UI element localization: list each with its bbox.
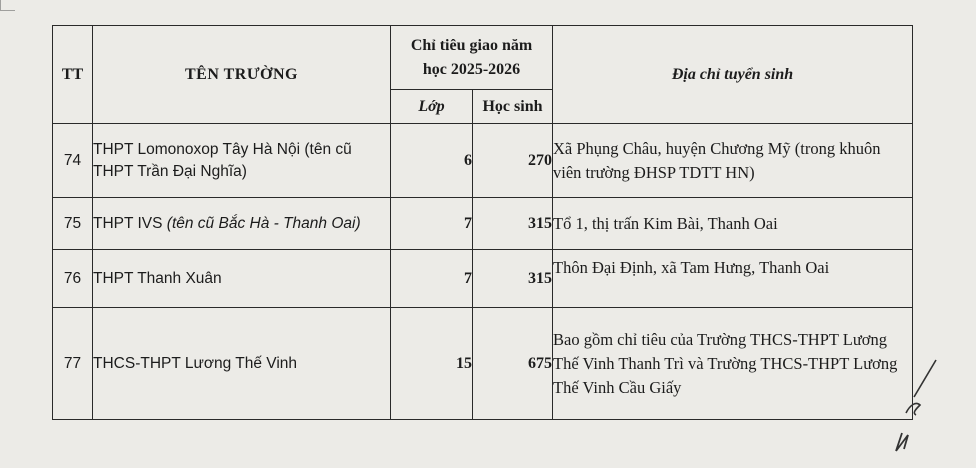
- header-school-name: TÊN TRƯỜNG: [93, 26, 391, 124]
- row-students: 315: [473, 250, 553, 308]
- initials-signature-mark: [886, 355, 946, 455]
- row-tt: 77: [53, 308, 93, 420]
- header-quota-line2: học 2025-2026: [422, 60, 521, 78]
- header-students: Học sinh: [473, 90, 553, 124]
- table-row: [53, 124, 913, 198]
- school-former-name: (tên cũ Bắc Hà - Thanh Oai): [166, 214, 361, 232]
- row-school-name: [93, 124, 391, 198]
- header-classes: Lớp: [391, 90, 473, 124]
- header-quota-line1: Chỉ tiêu giao năm: [410, 36, 533, 54]
- header-tt: TT: [53, 26, 93, 124]
- row-school-name: [93, 308, 391, 420]
- school-name-text: THPT IVS: [93, 214, 163, 232]
- school-name-text: THPT Thanh Xuân: [93, 269, 222, 287]
- row-address: Tổ 1, thị trấn Kim Bài, Thanh Oai: [553, 198, 913, 250]
- row-classes: 7: [391, 198, 473, 250]
- page-corner-mark: [0, 0, 15, 11]
- school-name-text: THCS-THPT Lương Thế Vinh: [93, 354, 298, 372]
- row-classes: 15: [391, 308, 473, 420]
- row-address: Thôn Đại Định, xã Tam Hưng, Thanh Oai: [553, 250, 913, 308]
- row-classes: 7: [391, 250, 473, 308]
- row-classes: 6: [391, 124, 473, 198]
- row-tt: 76: [53, 250, 93, 308]
- row-school-name: [93, 250, 391, 308]
- enrollment-quota-table: [52, 25, 913, 420]
- row-students: 675: [473, 308, 553, 420]
- row-address: Bao gồm chỉ tiêu của Trường THCS-THPT Lương Thế Vinh Thanh Trì và Trường THCS-THPT Lương Thế Vinh Cầu Giấy: [553, 308, 913, 420]
- row-students: 270: [473, 124, 553, 198]
- table-row: [53, 198, 913, 250]
- row-tt: 75: [53, 198, 93, 250]
- header-quota: [391, 26, 553, 90]
- header-address: Địa chỉ tuyển sinh: [553, 26, 913, 124]
- row-school-name: [93, 198, 391, 250]
- row-students: 315: [473, 198, 553, 250]
- school-name-text: THPT Lomonoxop Tây Hà Nội (tên cũ THPT Trần Đại Nghĩa): [93, 140, 352, 180]
- row-tt: 74: [53, 124, 93, 198]
- table-row: [53, 308, 913, 420]
- row-address: Xã Phụng Châu, huyện Chương Mỹ (trong khuôn viên trường ĐHSP TDTT HN): [553, 124, 913, 198]
- table-row: [53, 250, 913, 308]
